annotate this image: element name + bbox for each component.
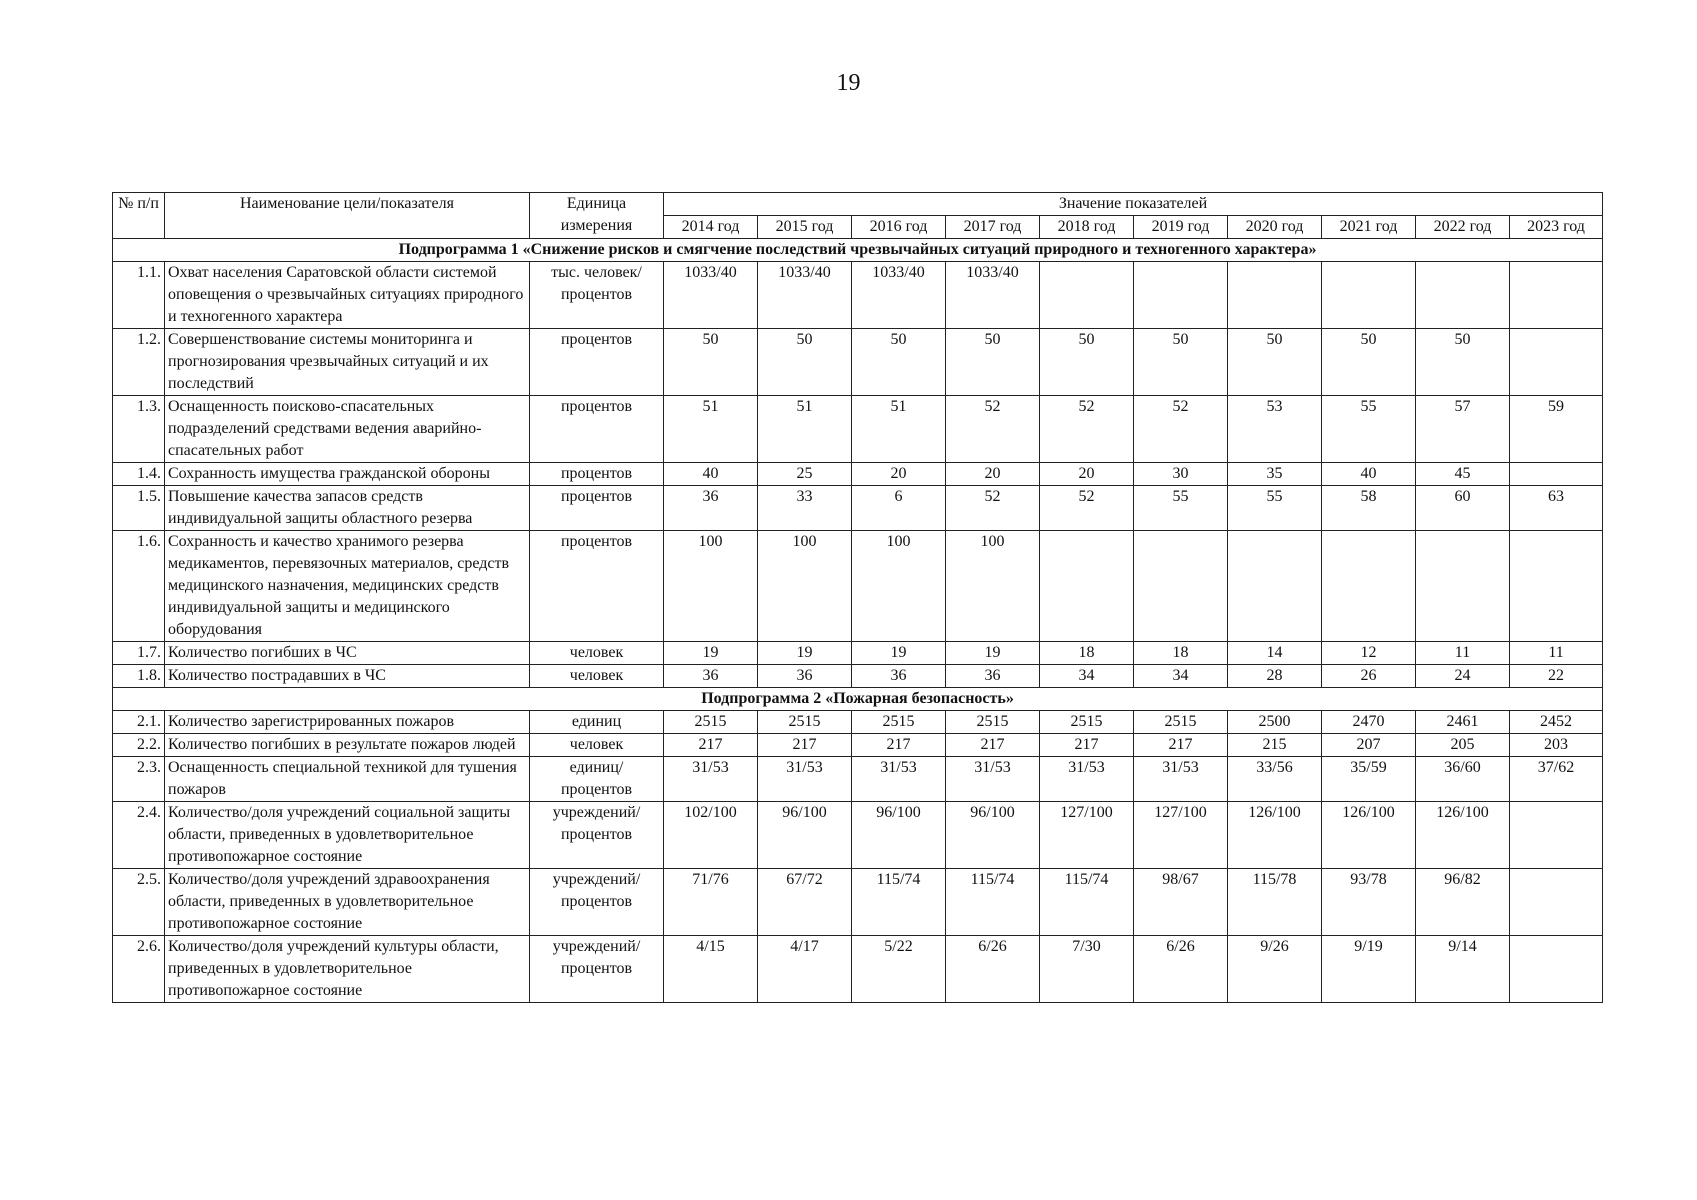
indicator-unit: процентов (530, 531, 664, 642)
indicator-unit: человек (530, 734, 664, 757)
indicator-value: 60 (1416, 486, 1510, 531)
indicator-value: 52 (946, 486, 1040, 531)
indicator-value: 2515 (946, 711, 1040, 734)
indicator-value: 115/74 (946, 869, 1040, 936)
indicator-unit: процентов (530, 463, 664, 486)
indicator-value: 36/60 (1416, 757, 1510, 802)
indicator-value: 50 (1322, 329, 1416, 396)
indicator-unit: единиц (530, 711, 664, 734)
indicator-unit: человек (530, 642, 664, 665)
indicator-value: 19 (758, 642, 852, 665)
row-number: 1.6. (113, 531, 165, 642)
indicator-value: 126/100 (1228, 802, 1322, 869)
indicator-value: 37/62 (1510, 757, 1603, 802)
indicator-value: 31/53 (758, 757, 852, 802)
indicator-value (1322, 262, 1416, 329)
row-number: 1.3. (113, 396, 165, 463)
indicator-value (1510, 869, 1603, 936)
header-year: 2023 год (1510, 216, 1603, 239)
indicator-value: 28 (1228, 665, 1322, 688)
indicator-value: 22 (1510, 665, 1603, 688)
indicator-value: 34 (1134, 665, 1228, 688)
table-row (113, 486, 1603, 531)
indicator-value: 71/76 (664, 869, 758, 936)
indicator-value: 36 (664, 665, 758, 688)
indicator-value: 2515 (1040, 711, 1134, 734)
row-number: 1.8. (113, 665, 165, 688)
indicator-value: 34 (1040, 665, 1134, 688)
indicator-value (1040, 262, 1134, 329)
indicator-value: 217 (1134, 734, 1228, 757)
indicator-value: 53 (1228, 396, 1322, 463)
indicator-name: Совершенствование системы мониторинга и прогнозирования чрезвычайных ситуаций и их последствий (165, 329, 530, 396)
indicator-value (1322, 531, 1416, 642)
indicator-value: 26 (1322, 665, 1416, 688)
table-row (113, 734, 1603, 757)
indicator-value: 55 (1134, 486, 1228, 531)
indicator-name: Количество/доля учреждений социальной защиты области, приведенных в удовлетворительное противопожарное состояние (165, 802, 530, 869)
indicator-value: 2461 (1416, 711, 1510, 734)
row-number: 2.6. (113, 936, 165, 1003)
row-number: 1.5. (113, 486, 165, 531)
indicator-value (1510, 802, 1603, 869)
indicator-value (1134, 262, 1228, 329)
indicator-value: 35 (1228, 463, 1322, 486)
table-row (113, 802, 1603, 869)
indicator-value: 1033/40 (664, 262, 758, 329)
indicator-value: 36 (758, 665, 852, 688)
indicator-name: Количество погибших в результате пожаров людей (165, 734, 530, 757)
indicator-value: 2452 (1510, 711, 1603, 734)
indicator-value (1228, 262, 1322, 329)
table-row (113, 757, 1603, 802)
indicator-value: 31/53 (946, 757, 1040, 802)
indicator-value: 9/19 (1322, 936, 1416, 1003)
indicator-value: 19 (852, 642, 946, 665)
indicator-value: 51 (664, 396, 758, 463)
indicator-name: Количество/доля учреждений здравоохранения области, приведенных в удовлетворительное противопожарное состояние (165, 869, 530, 936)
indicator-unit: учреждений/ процентов (530, 869, 664, 936)
row-number: 1.4. (113, 463, 165, 486)
indicator-unit: процентов (530, 396, 664, 463)
indicator-name: Оснащенность поисково-спасательных подразделений средствами ведения аварийно-спасательных работ (165, 396, 530, 463)
indicator-value: 50 (758, 329, 852, 396)
indicator-value: 50 (1134, 329, 1228, 396)
indicator-value: 127/100 (1134, 802, 1228, 869)
table-row (113, 869, 1603, 936)
indicator-value: 96/100 (852, 802, 946, 869)
indicator-value: 98/67 (1134, 869, 1228, 936)
indicator-value: 6 (852, 486, 946, 531)
indicator-value: 67/72 (758, 869, 852, 936)
indicator-value (1228, 531, 1322, 642)
indicator-value: 31/53 (664, 757, 758, 802)
indicator-value (1510, 531, 1603, 642)
indicator-value: 205 (1416, 734, 1510, 757)
table-row (113, 329, 1603, 396)
indicator-value: 93/78 (1322, 869, 1416, 936)
indicator-value: 5/22 (852, 936, 946, 1003)
indicator-value (1510, 463, 1603, 486)
table-row (113, 665, 1603, 688)
indicator-unit: процентов (530, 486, 664, 531)
indicator-value: 33/56 (1228, 757, 1322, 802)
indicator-value: 215 (1228, 734, 1322, 757)
indicator-value: 52 (1040, 396, 1134, 463)
indicator-unit: единиц/ процентов (530, 757, 664, 802)
indicator-value: 6/26 (946, 936, 1040, 1003)
indicator-value: 217 (664, 734, 758, 757)
indicator-value: 30 (1134, 463, 1228, 486)
indicator-value: 57 (1416, 396, 1510, 463)
indicator-value: 2470 (1322, 711, 1416, 734)
indicator-name: Количество пострадавших в ЧС (165, 665, 530, 688)
indicator-value (1040, 531, 1134, 642)
header-year: 2019 год (1134, 216, 1228, 239)
table-row (113, 262, 1603, 329)
indicator-value (1510, 936, 1603, 1003)
section-title: Подпрограмма 2 «Пожарная безопасность» (113, 688, 1603, 711)
indicator-value: 50 (1040, 329, 1134, 396)
indicator-unit: тыс. человек/ процентов (530, 262, 664, 329)
indicator-name: Сохранность имущества гражданской обороны (165, 463, 530, 486)
indicator-value: 1033/40 (852, 262, 946, 329)
indicator-value: 11 (1416, 642, 1510, 665)
indicator-value: 63 (1510, 486, 1603, 531)
indicator-value: 217 (758, 734, 852, 757)
indicator-name: Сохранность и качество хранимого резерва медикаментов, перевязочных материалов, средств медицинского назначения, медицинских средств индивидуальной защиты и медицинского оборудования (165, 531, 530, 642)
header-year: 2016 год (852, 216, 946, 239)
indicator-value: 52 (946, 396, 1040, 463)
row-number: 1.2. (113, 329, 165, 396)
indicator-value: 20 (946, 463, 1040, 486)
indicator-value: 2500 (1228, 711, 1322, 734)
indicator-value: 31/53 (1134, 757, 1228, 802)
row-number: 2.5. (113, 869, 165, 936)
table-body (113, 239, 1603, 1003)
indicator-value: 52 (1134, 396, 1228, 463)
indicator-name: Количество зарегистрированных пожаров (165, 711, 530, 734)
header-year: 2014 год (664, 216, 758, 239)
indicator-value: 115/78 (1228, 869, 1322, 936)
indicator-value: 126/100 (1322, 802, 1416, 869)
indicator-value: 51 (852, 396, 946, 463)
page-number: 19 (836, 70, 861, 96)
indicator-value: 50 (852, 329, 946, 396)
indicator-value: 102/100 (664, 802, 758, 869)
indicator-value: 58 (1322, 486, 1416, 531)
indicator-value: 2515 (664, 711, 758, 734)
indicator-unit: человек (530, 665, 664, 688)
table-row (113, 936, 1603, 1003)
indicator-value: 18 (1134, 642, 1228, 665)
header-row-1 (113, 193, 1603, 216)
indicator-value: 9/26 (1228, 936, 1322, 1003)
indicator-value: 59 (1510, 396, 1603, 463)
indicator-value: 52 (1040, 486, 1134, 531)
header-year: 2020 год (1228, 216, 1322, 239)
indicator-name: Оснащенность специальной техникой для тушения пожаров (165, 757, 530, 802)
indicator-value: 50 (1228, 329, 1322, 396)
indicator-value: 6/26 (1134, 936, 1228, 1003)
indicator-value: 36 (852, 665, 946, 688)
indicator-value: 217 (946, 734, 1040, 757)
indicator-value: 31/53 (852, 757, 946, 802)
indicator-value: 50 (664, 329, 758, 396)
indicator-value: 7/30 (1040, 936, 1134, 1003)
indicator-name: Количество погибших в ЧС (165, 642, 530, 665)
indicator-unit: учреждений/ процентов (530, 802, 664, 869)
indicator-value: 40 (1322, 463, 1416, 486)
table-row (113, 711, 1603, 734)
indicator-value: 100 (664, 531, 758, 642)
indicator-value: 36 (664, 486, 758, 531)
header-year: 2021 год (1322, 216, 1416, 239)
indicator-value: 203 (1510, 734, 1603, 757)
indicator-value: 115/74 (852, 869, 946, 936)
table-row (113, 463, 1603, 486)
indicator-unit: процентов (530, 329, 664, 396)
header-year: 2017 год (946, 216, 1040, 239)
indicator-value: 35/59 (1322, 757, 1416, 802)
indicator-value: 2515 (852, 711, 946, 734)
indicator-value: 25 (758, 463, 852, 486)
header-year: 2022 год (1416, 216, 1510, 239)
indicator-value: 20 (1040, 463, 1134, 486)
indicator-value: 9/14 (1416, 936, 1510, 1003)
indicator-value: 19 (946, 642, 1040, 665)
indicator-value: 217 (852, 734, 946, 757)
indicator-value: 24 (1416, 665, 1510, 688)
indicator-value: 2515 (758, 711, 852, 734)
indicators-table (112, 192, 1603, 1003)
indicator-name: Охват населения Саратовской области системой оповещения о чрезвычайных ситуациях природного и техногенного характера (165, 262, 530, 329)
header-col-unit: Единица измерения (530, 193, 664, 239)
indicator-value (1416, 531, 1510, 642)
indicator-value: 1033/40 (946, 262, 1040, 329)
indicator-value: 1033/40 (758, 262, 852, 329)
indicator-value: 115/74 (1040, 869, 1134, 936)
indicator-value: 50 (946, 329, 1040, 396)
table-row (113, 642, 1603, 665)
indicator-value: 207 (1322, 734, 1416, 757)
indicator-value: 217 (1040, 734, 1134, 757)
section-row (113, 688, 1603, 711)
indicator-value: 20 (852, 463, 946, 486)
indicator-value: 100 (946, 531, 1040, 642)
indicator-name: Количество/доля учреждений культуры области, приведенных в удовлетворительное противопожарное состояние (165, 936, 530, 1003)
indicator-value (1510, 262, 1603, 329)
section-title: Подпрограмма 1 «Снижение рисков и смягчение последствий чрезвычайных ситуаций природного и техногенного характера» (113, 239, 1603, 262)
indicator-value: 33 (758, 486, 852, 531)
indicator-name: Повышение качества запасов средств индивидуальной защиты областного резерва (165, 486, 530, 531)
indicator-value (1510, 329, 1603, 396)
row-number: 1.7. (113, 642, 165, 665)
indicator-value: 2515 (1134, 711, 1228, 734)
indicator-value: 100 (758, 531, 852, 642)
row-number: 1.1. (113, 262, 165, 329)
indicator-value: 31/53 (1040, 757, 1134, 802)
table-row (113, 531, 1603, 642)
row-number: 2.4. (113, 802, 165, 869)
indicator-value: 4/15 (664, 936, 758, 1003)
header-col-name: Наименование цели/показателя (165, 193, 530, 239)
indicator-value: 45 (1416, 463, 1510, 486)
indicator-value: 126/100 (1416, 802, 1510, 869)
header-col-values: Значение показателей (664, 193, 1603, 216)
indicator-value: 96/100 (946, 802, 1040, 869)
indicator-value: 18 (1040, 642, 1134, 665)
header-col-num: № п/п (113, 193, 165, 239)
indicator-value: 40 (664, 463, 758, 486)
indicator-value (1134, 531, 1228, 642)
indicator-value: 51 (758, 396, 852, 463)
row-number: 2.1. (113, 711, 165, 734)
section-row (113, 239, 1603, 262)
indicator-value: 96/82 (1416, 869, 1510, 936)
indicator-unit: учреждений/ процентов (530, 936, 664, 1003)
indicator-value: 19 (664, 642, 758, 665)
header-year: 2018 год (1040, 216, 1134, 239)
indicator-value: 50 (1416, 329, 1510, 396)
table-row (113, 396, 1603, 463)
indicator-value: 14 (1228, 642, 1322, 665)
row-number: 2.3. (113, 757, 165, 802)
row-number: 2.2. (113, 734, 165, 757)
indicator-value: 100 (852, 531, 946, 642)
indicator-value: 127/100 (1040, 802, 1134, 869)
indicator-value: 55 (1322, 396, 1416, 463)
indicator-value: 11 (1510, 642, 1603, 665)
indicator-value: 4/17 (758, 936, 852, 1003)
indicator-value: 36 (946, 665, 1040, 688)
indicator-value (1416, 262, 1510, 329)
indicator-value: 96/100 (758, 802, 852, 869)
header-year: 2015 год (758, 216, 852, 239)
indicator-value: 12 (1322, 642, 1416, 665)
indicator-value: 55 (1228, 486, 1322, 531)
